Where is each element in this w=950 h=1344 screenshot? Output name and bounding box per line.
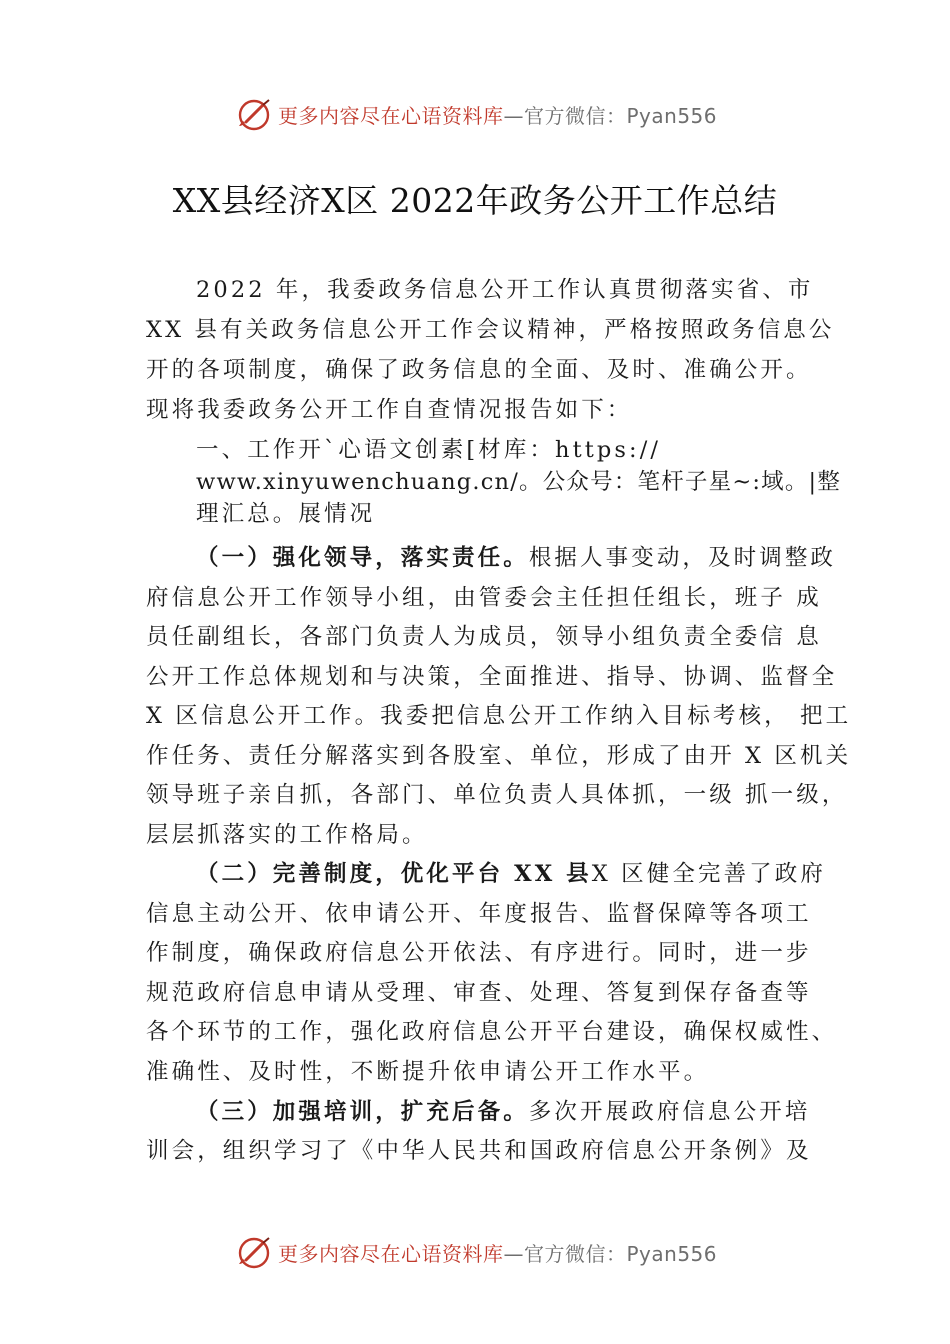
paragraph-1-line: 员任副组长，各部门负责人为成员，领导小组负责全委信 息 xyxy=(146,624,822,650)
paragraph-1-line: X 区信息公开工作。我委把信息公开工作纳入目标考核， 把工 xyxy=(146,703,852,729)
paragraph-2-line: 信息主动公开、依申请公开、年度报告、监督保障等各项工 xyxy=(146,901,812,927)
paragraph-2-heading: （二）完善制度，优化平台 XX 县 xyxy=(196,861,592,887)
paragraph-1-line: 府信息公开工作领导小组，由管委会主任担任组长，班子 成 xyxy=(146,585,822,611)
section-heading-line: www.xinyuwenchuang.cn/。公众号：笔杆子星~:域。|整 xyxy=(196,469,842,495)
paragraph-3-first-line: （三）加强培训，扩充后备。多次开展政府信息公开培 xyxy=(196,1099,811,1125)
document-title: XX县经济X区 2022年政务公开工作总结 xyxy=(172,181,778,220)
intro-line: 现将我委政务公开工作自查情况报告如下： xyxy=(146,397,633,423)
paragraph-2-line: 作制度，确保政府信息公开依法、有序进行。同时，进一步 xyxy=(146,940,812,966)
paragraph-1-line: 作任务、责任分解落实到各股室、单位，形成了由开 X 区机关 xyxy=(146,743,852,769)
paragraph-1-line: 公开工作总体规划和与决策，全面推进、指导、协调、监督全 xyxy=(146,664,838,690)
footer-watermark-banner xyxy=(0,1232,950,1272)
section-heading-line: 一、工作开`心语文创素[材库：https:// xyxy=(196,437,662,463)
watermark-text: 更多内容尽在心语资料库—官方微信：Pyan556 xyxy=(278,1242,718,1266)
paragraph-2-line: 规范政府信息申请从受理、审查、处理、答复到保存备查等 xyxy=(146,980,812,1006)
paragraph-1-first-line: （一）强化领导，落实责任。根据人事变动，及时调整政 xyxy=(196,545,837,571)
watermark-text: 更多内容尽在心语资料库—官方微信：Pyan556 xyxy=(278,104,718,128)
paragraph-1-line: 领导班子亲自抓，各部门、单位负责人具体抓，一级 抓一级， xyxy=(146,782,848,808)
paragraph-1-heading: （一）强化领导，落实责任。 xyxy=(196,545,529,571)
intro-line: XX 县有关政务信息公开工作会议精神，严格按照政务信息公 xyxy=(146,317,835,343)
intro-line: 2022 年，我委政务信息公开工作认真贯彻落实省、市 xyxy=(196,277,814,303)
intro-line: 开的各项制度，确保了政务信息的全面、及时、准确公开。 xyxy=(146,357,812,383)
header-watermark-banner xyxy=(0,94,950,134)
paragraph-2-line: 准确性、及时性，不断提升依申请公开工作水平。 xyxy=(146,1059,710,1085)
paragraph-1-line: 层层抓落实的工作格局。 xyxy=(146,822,428,848)
paragraph-2-first-line: （二）完善制度，优化平台 XX 县X 区健全完善了政府 xyxy=(196,861,826,887)
brush-pen-logo-icon xyxy=(236,1234,274,1270)
paragraph-3-line: 训会，组织学习了《中华人民共和国政府信息公开条例》及 xyxy=(146,1138,812,1164)
paragraph-3-heading: （三）加强培训，扩充后备。 xyxy=(196,1099,529,1125)
brush-pen-logo-icon xyxy=(236,96,274,132)
section-heading-line: 理汇总。展情况 xyxy=(196,501,376,527)
paragraph-2-line: 各个环节的工作，强化政府信息公开平台建设，确保权威性、 xyxy=(146,1019,838,1045)
